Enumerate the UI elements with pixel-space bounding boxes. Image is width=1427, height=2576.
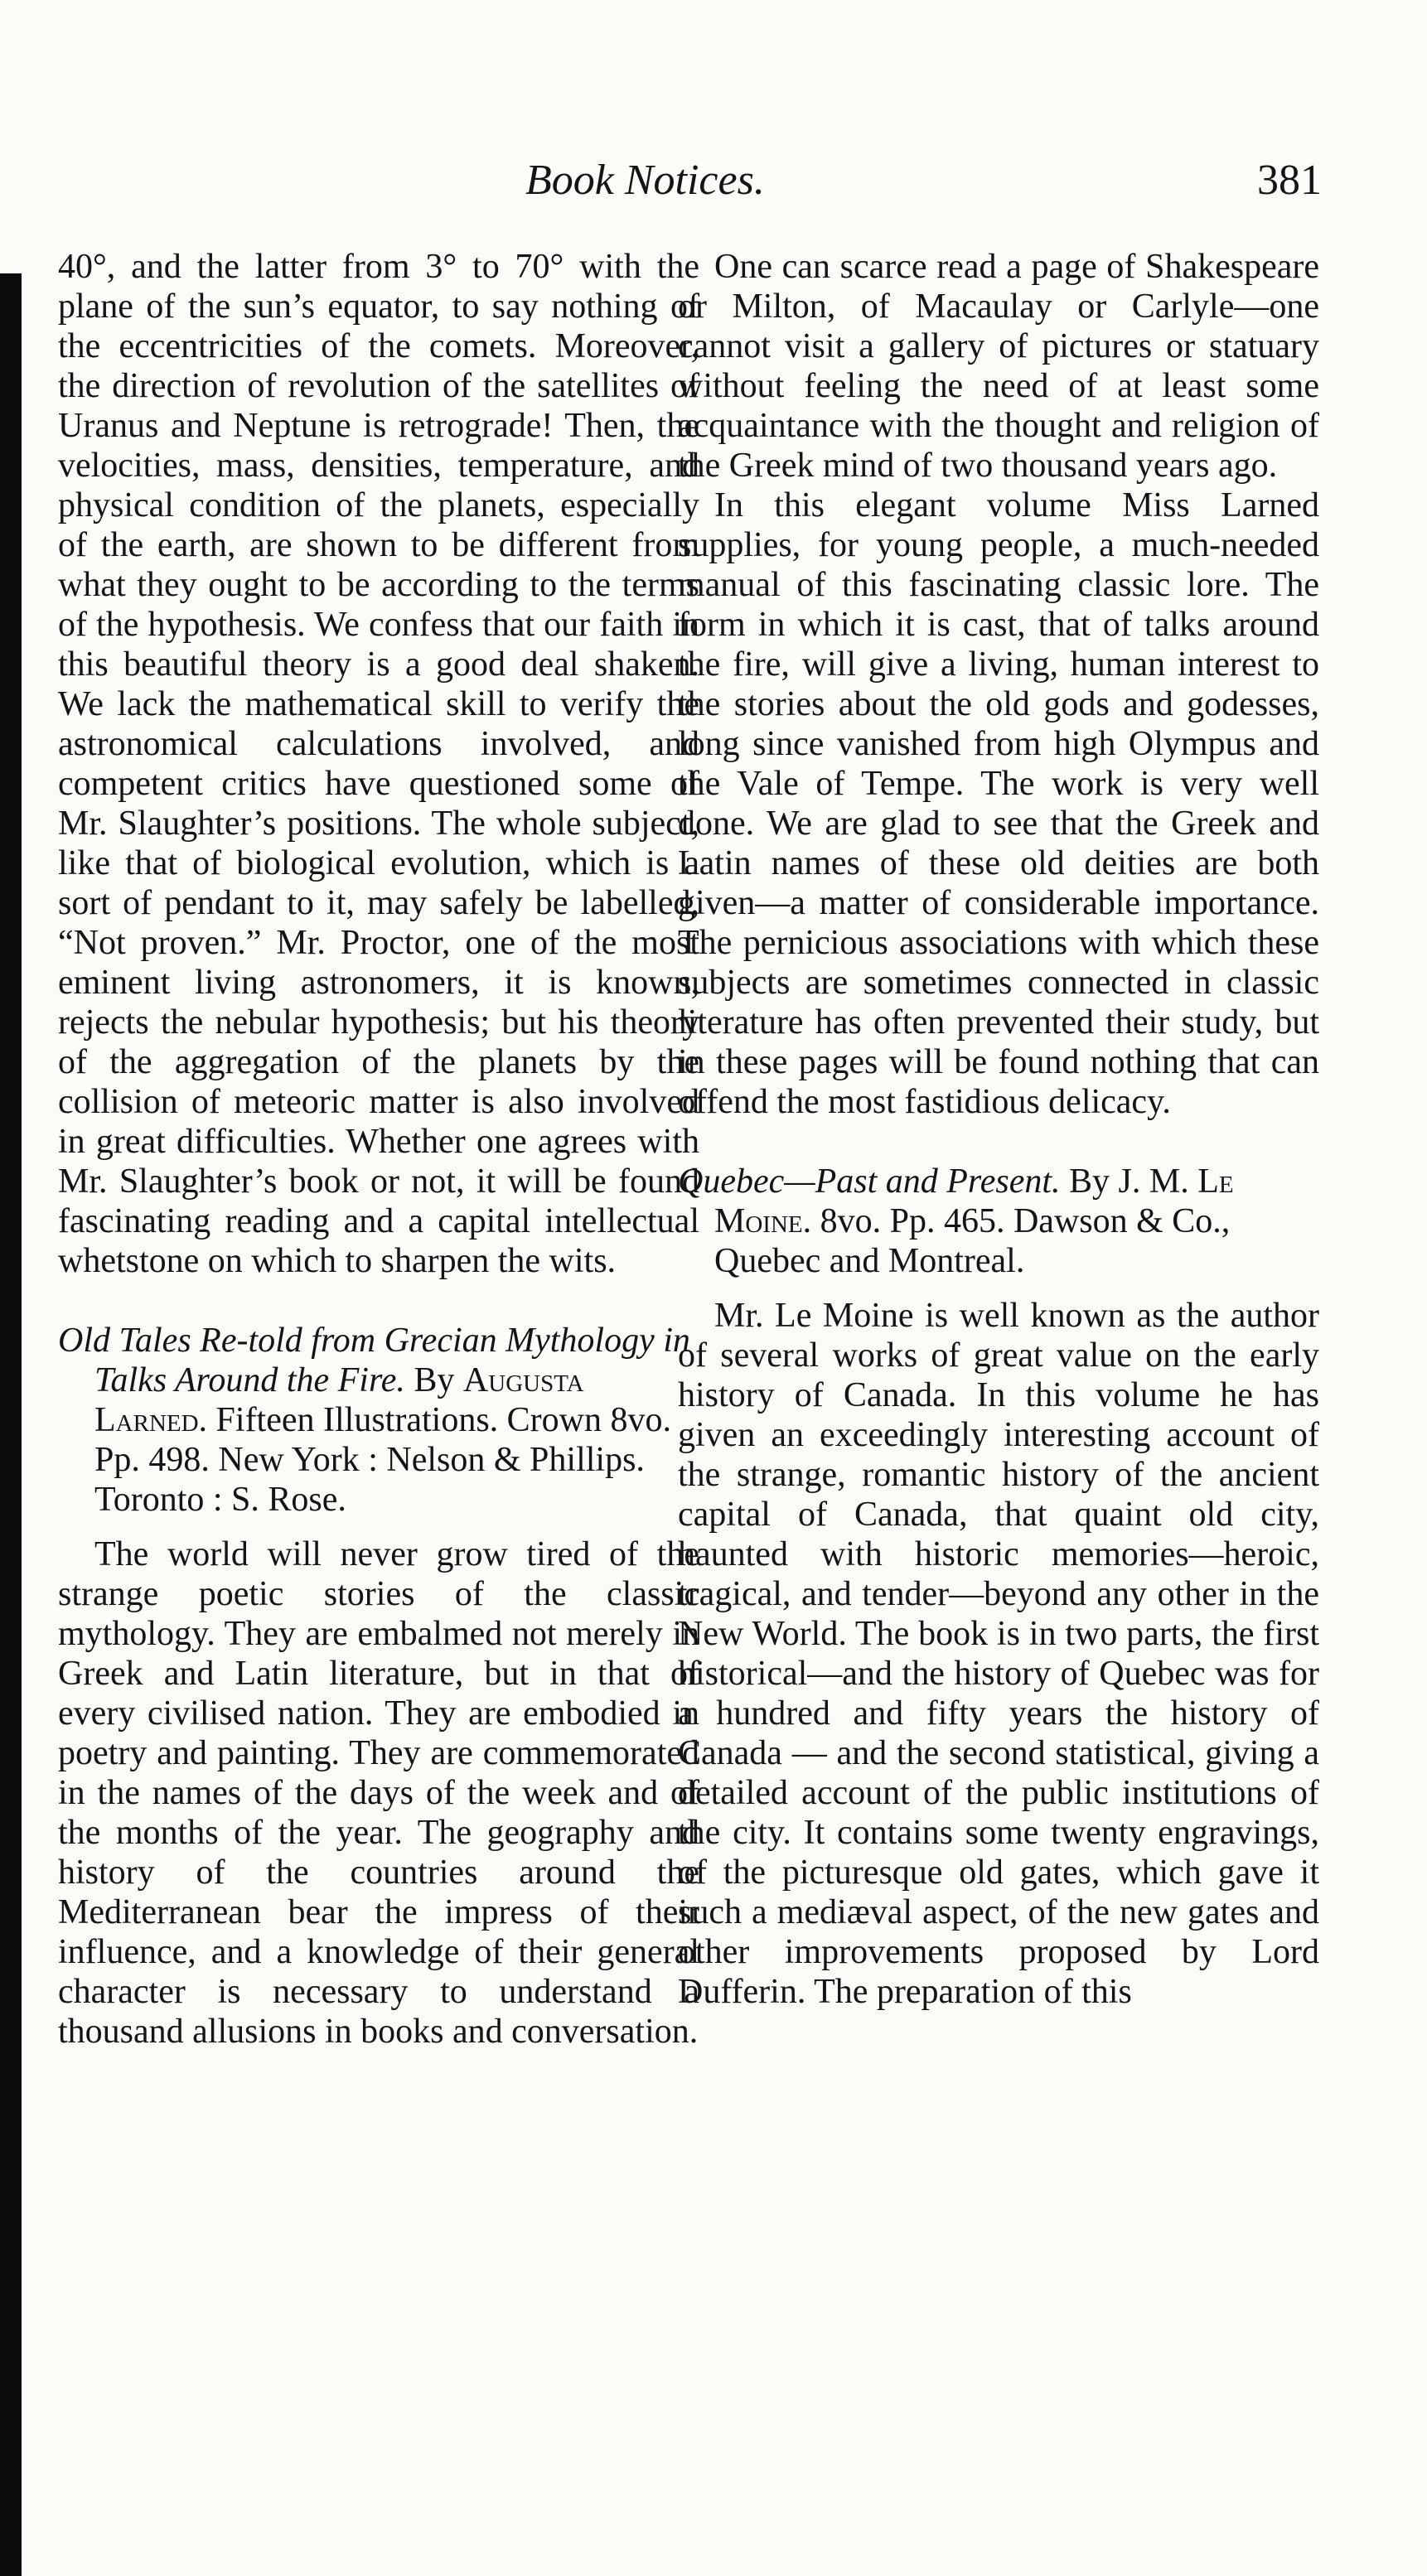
book-notice-old-tales	[58, 1321, 699, 1520]
spacer	[678, 1281, 1319, 1296]
notice-details: Fifteen Illustrations. Crown 8vo. Pp. 498. New York : Nelson & Phillips. Toronto : S. Rose.	[94, 1401, 671, 1519]
book-notice-quebec	[678, 1162, 1319, 1281]
notice-by: By J. M.	[1069, 1162, 1189, 1201]
left-column	[58, 247, 699, 2052]
spacer	[678, 1122, 1319, 1162]
notice-author: Le Moine.	[714, 1162, 1234, 1240]
right-paragraph-1: One can scarce read a page of Shakespeare or Milton, of Macaulay or Carlyle—one cannot visit a gallery of pictures or statuary without feeling the need of at least some acquaintance with the thought and religion of the Greek mind of two thousand years ago.	[678, 248, 1319, 485]
notice-details: 8vo. Pp. 465. Dawson & Co., Quebec and Montreal.	[714, 1202, 1231, 1280]
left-paragraph-2: The world will never grow tired of the strange poetic stories of the classic mythology. They are embalmed not merely in Greek and Latin literature, but in that of every civilised nation. They are embodied in poetry and painting. They are commemorated in the names of the days of the week and of the months of the year. The geography and history of the countries around the Mediterranean bear the impress of their influence, and a knowledge of their general character is necessary to understand a thousand allusions in books and conversation.	[58, 1535, 699, 2051]
spacer	[58, 1281, 699, 1321]
notice-title: Quebec—Past and Present.	[678, 1162, 1061, 1201]
right-paragraph-2: In this elegant volume Miss Larned supplies, for young people, a much-needed manual of this fascinating classic lore. The form in which it is cast, that of talks around the fire, will give a living, human interest to the stories about the old gods and godesses, long since vanished from high Olympus and the Vale of Tempe. The work is very well done. We are glad to see that the Greek and Latin names of these old deities are both given—a matter of considerable importance. The pernicious associations with which these subjects are sometimes connected in classic literature has often prevented their study, but in these pages will be found nothing that can offend the most fastidious delicacy.	[678, 486, 1319, 1121]
page-header	[497, 147, 1326, 214]
left-paragraph-1: 40°, and the latter from 3° to 70° with the plane of the sun’s equator, to say nothing of the eccentricities of the comets. Moreover, the direction of revolution of the satellites of Uranus and Neptune is retrograde! Then, the velocities, mass, densities, temperature, and physical condition of the planets, especially of the earth, are shown to be different from what they ought to be according to the terms of the hypothesis. We confess that our faith in this beautiful theory is a good deal shaken. We lack the mathematical skill to verify the astronomical calculations involved, and competent critics have questioned some of Mr. Slaughter’s positions. The whole subject, like that of biological evolution, which is a sort of pendant to it, may safely be labelled, “Not proven.” Mr. Proctor, one of the most eminent living astronomers, it is known, rejects the nebular hypothesis; but his theory of the aggregation of the planets by the collision of meteoric matter is also involved in great difficulties. Whether one agrees with Mr. Slaughter’s book or not, it will be found fascinating reading and a capital intellectual whetstone on which to sharpen the wits.	[58, 248, 699, 1280]
right-paragraph-3: Mr. Le Moine is well known as the author of several works of great value on the early history of Canada. In this volume he has given an exceedingly interesting account of the strange, romantic history of the ancient capital of Canada, that quaint old city, haunted with historic memories—heroic, tragical, and tender—beyond any other in the New World. The book is in two parts, the first historical—and the history of Quebec was for a hundred and fifty years the history of Canada — and the second statistical, giving a detailed account of the public institutions of the city. It contains some twenty engravings, of the picturesque old gates, which gave it such a mediæval aspect, of the new gates and other improvements proposed by Lord Dufferin. The preparation of this	[678, 1297, 1319, 2011]
notice-author: Augusta Larned.	[94, 1361, 584, 1439]
right-column	[678, 247, 1319, 2012]
notice-title: Old Tales Re-told from Grecian Mythology in Talks Around the Fire.	[58, 1322, 690, 1399]
spacer	[58, 1520, 699, 1534]
notice-by: By	[414, 1361, 455, 1399]
running-title: Book Notices.	[525, 157, 765, 204]
page-number: 381	[1257, 157, 1322, 204]
binding-shadow	[0, 273, 22, 2576]
